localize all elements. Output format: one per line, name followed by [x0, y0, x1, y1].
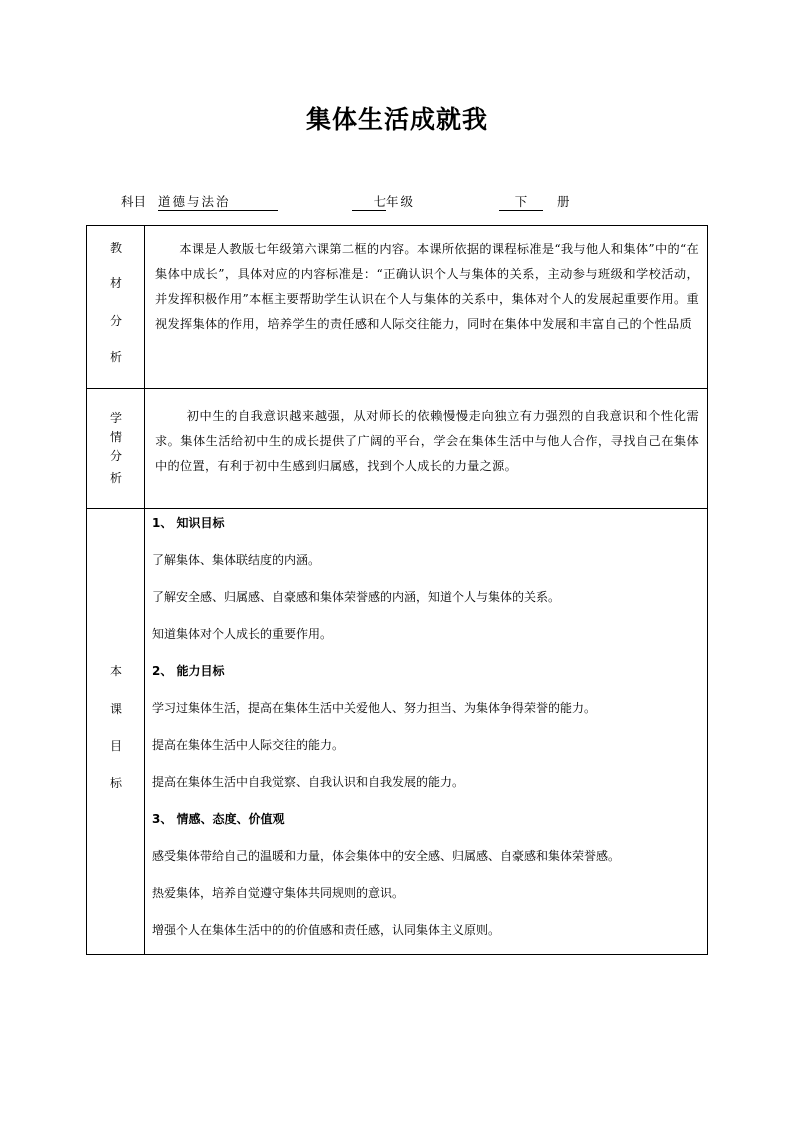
- objectives-row: [87, 509, 707, 954]
- volume-suffix: 册: [557, 194, 570, 209]
- volume-value: 下: [499, 192, 543, 211]
- student-analysis-row: [87, 389, 707, 509]
- values-heading: 3、 情感、态度、价值观: [152, 812, 285, 826]
- subject-field: [121, 192, 278, 211]
- objective-line: 热爱集体，培养自觉遵守集体共同规则的意识。: [152, 886, 405, 900]
- subject-value: 道德与法治: [158, 192, 278, 211]
- objective-line: 学习过集体生活，提高在集体生活中关爱他人、努力担当、为集体争得荣誉的能力。: [152, 701, 597, 715]
- knowledge-heading: 1、 知识目标: [152, 516, 225, 530]
- ability-heading: 2、 能力目标: [152, 664, 225, 678]
- textbook-analysis-label: [87, 226, 145, 388]
- textbook-analysis-text: 本课是人教版七年级第六课第二框的内容。本课所依据的课程标准是“我与他人和集体”中的“在集体中成长”，具体对应的内容标准是：“正确认识个人与集体的关系，主动参与班级和学校活动，并发挥积极作用”本框主要帮助学生认识在个人与集体的关系中，集体对个人的发展起重要作用。重视发挥集体的作用，培养学生的责任感和人际交往能力，同时在集体中发展和丰富自己的个性品质: [155, 242, 699, 331]
- label-char: 本: [109, 664, 122, 678]
- textbook-analysis-row: [87, 226, 707, 389]
- label-char: 材: [109, 276, 122, 290]
- grade-suffix: 年级: [386, 194, 416, 209]
- objective-line: 提高在集体生活中自我觉察、自我认识和自我发展的能力。: [152, 775, 465, 789]
- objective-line: 了解集体、集体联结度的内涵。: [152, 553, 321, 567]
- label-char: 学: [109, 411, 122, 425]
- objective-line: 感受集体带给自己的温暖和力量，体会集体中的安全感、归属感、自豪感和集体荣誉感。: [152, 849, 621, 863]
- document-title: 集体生活成就我: [305, 105, 488, 134]
- grade-value: 七: [352, 192, 386, 211]
- objective-line: 知道集体对个人成长的重要作用。: [152, 627, 333, 641]
- objectives-label: [87, 509, 145, 954]
- student-analysis-label: [87, 389, 145, 508]
- label-char: 析: [109, 350, 122, 364]
- label-char: 析: [109, 471, 122, 485]
- student-analysis-text: 初中生的自我意识越来越强，从对师长的依赖慢慢走向独立有力强烈的自我意识和个性化需求。集体生活给初中生的成长提供了广阔的平台，学会在集体生活中与他人合作，寻找自己在集体中的位置，有利于初中生感到归属感，找到个人成长的力量之源。: [155, 409, 699, 473]
- textbook-analysis-content: [145, 226, 707, 388]
- objectives-content: [145, 509, 707, 954]
- label-char: 教: [109, 241, 122, 255]
- objective-line: 增强个人在集体生活中的的价值感和责任感，认同集体主义原则。: [152, 923, 501, 937]
- objective-line: 了解安全感、归属感、自豪感和集体荣誉感的内涵，知道个人与集体的关系。: [152, 590, 561, 604]
- label-char: 课: [109, 702, 122, 716]
- student-analysis-content: [145, 389, 707, 508]
- label-char: 分: [109, 449, 122, 463]
- objective-line: 提高在集体生活中人际交往的能力。: [152, 738, 345, 752]
- label-char: 目: [109, 739, 122, 753]
- label-char: 分: [109, 314, 122, 328]
- subject-label: 科目: [121, 194, 147, 209]
- volume-field: [499, 192, 570, 211]
- label-char: 标: [109, 776, 122, 790]
- label-char: 情: [109, 430, 122, 444]
- lesson-table: [86, 225, 708, 955]
- grade-field: [352, 192, 415, 211]
